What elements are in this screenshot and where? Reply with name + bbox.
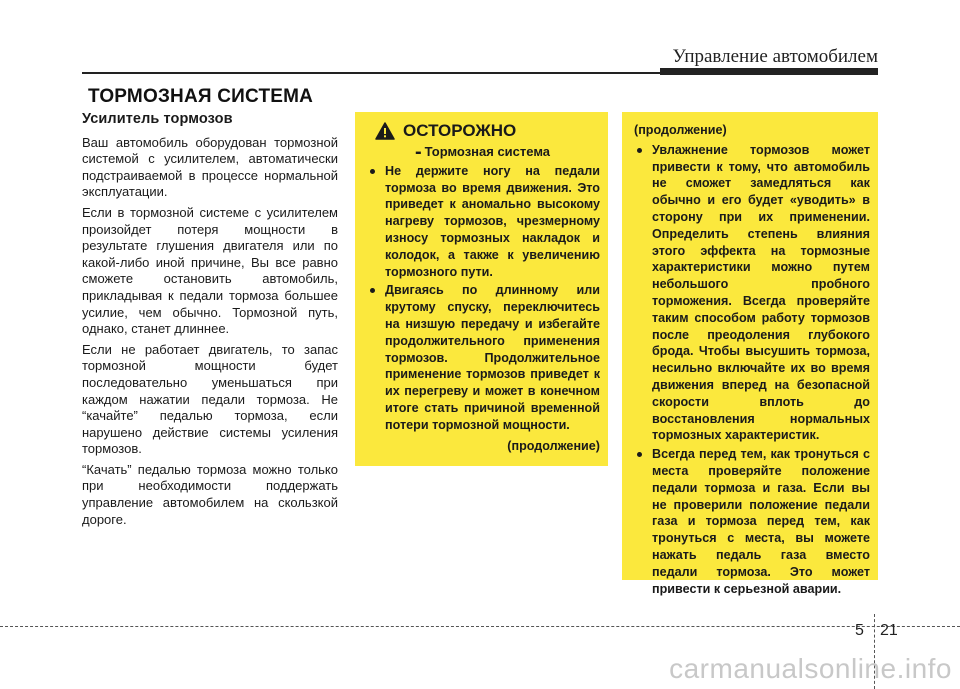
watermark: carmanualsonline.info [669, 653, 952, 684]
paragraph: Если в тормозной системе с усилителем произойдет потеря мощности в результате глушения двигателя или по какой-либо иной причине, Вы все равно сможете остановить автомобиль, прикладывая к педали тормоза большее усилие, чем обычно. Тормозной путь, однако, станет длиннее. [82, 204, 338, 337]
footer-divider [0, 626, 960, 627]
warning-title: ОСТОРОЖНО [403, 120, 517, 140]
header-title: Управление автомобилем [672, 46, 878, 67]
page-number: 21 [880, 622, 898, 639]
subheading: Усилитель тормозов [82, 111, 233, 127]
warning-bullet: Двигаясь по длинному или крутому спуску, переключитесь на низшую передачу и избегайте продолжительного применения тормозов. Продолжительное применение тормозов приведет к их перегреву и может в конечном итоге стать причиной временной потери тормозной мощности. [365, 282, 600, 433]
continued-label: (продолжение) [507, 438, 600, 453]
warning-header [375, 122, 600, 140]
warning-bullet: Увлажнение тормозов может привести к тому, что автомобиль не сможет замедляться как обычно и его будет «уводить» в сторону при их применении. Определить степень влияния этого эффекта на тормозные характеристики можно путем небольшого пробного торможения. Всегда проверяйте таким способом работу тормозов после преодоления глубокого брода. Чтобы высушить тормоза, несильно включайте их во время движения вперед на безопасной скорости вплоть до восстановления нормальных тормозных характеристик. [632, 142, 870, 444]
header-rule-bold [660, 68, 878, 75]
paragraph: “Качать” педалью тормоза можно только при необходимости поддержать управление автомобилем на скользкой дороге. [82, 461, 338, 527]
paragraph: Если не работает двигатель, то запас тормозной мощности будет последовательно уменьшаться при каждом нажатии педали тормоза. Не “качайте” педалью тормоза, если нарушено действие системы усиления тормозов. [82, 341, 338, 457]
body-text-column [82, 111, 338, 532]
warning-bullet: Всегда перед тем, как тронуться с места проверяйте положение педали тормоза и газа. Если вы не проверили положение педали газа и тормоза перед тем, как тронуться с места, вы можете нажать педаль газа вместо педали тормоза. Это может привести к серьезной аварии. [632, 446, 870, 597]
warning-box [355, 112, 608, 466]
warning-triangle-icon [375, 122, 395, 140]
chapter-number: 5 [855, 622, 864, 639]
continued-label: (продолжение) [634, 123, 727, 137]
warning-box-continued [622, 112, 878, 596]
section-title: ТОРМОЗНАЯ СИСТЕМА [88, 86, 314, 107]
paragraph: Ваш автомобиль оборудован тормозной системой с усилителем, автоматически подстраиваемой в процессе нормальной эксплуатации. [82, 134, 338, 200]
warning-bullet: Не держите ногу на педали тормоза во время движения. Это приведет к аномально высокому нагреву тормозов, чрезмерному износу тормозных накладок и колодок, а также к увеличению тормозного пути. [365, 163, 600, 281]
warning-subtitle-text: Тормозная система [424, 144, 550, 159]
warning-subtitle: - Тормозная система [414, 141, 550, 163]
header-rule [82, 72, 660, 74]
